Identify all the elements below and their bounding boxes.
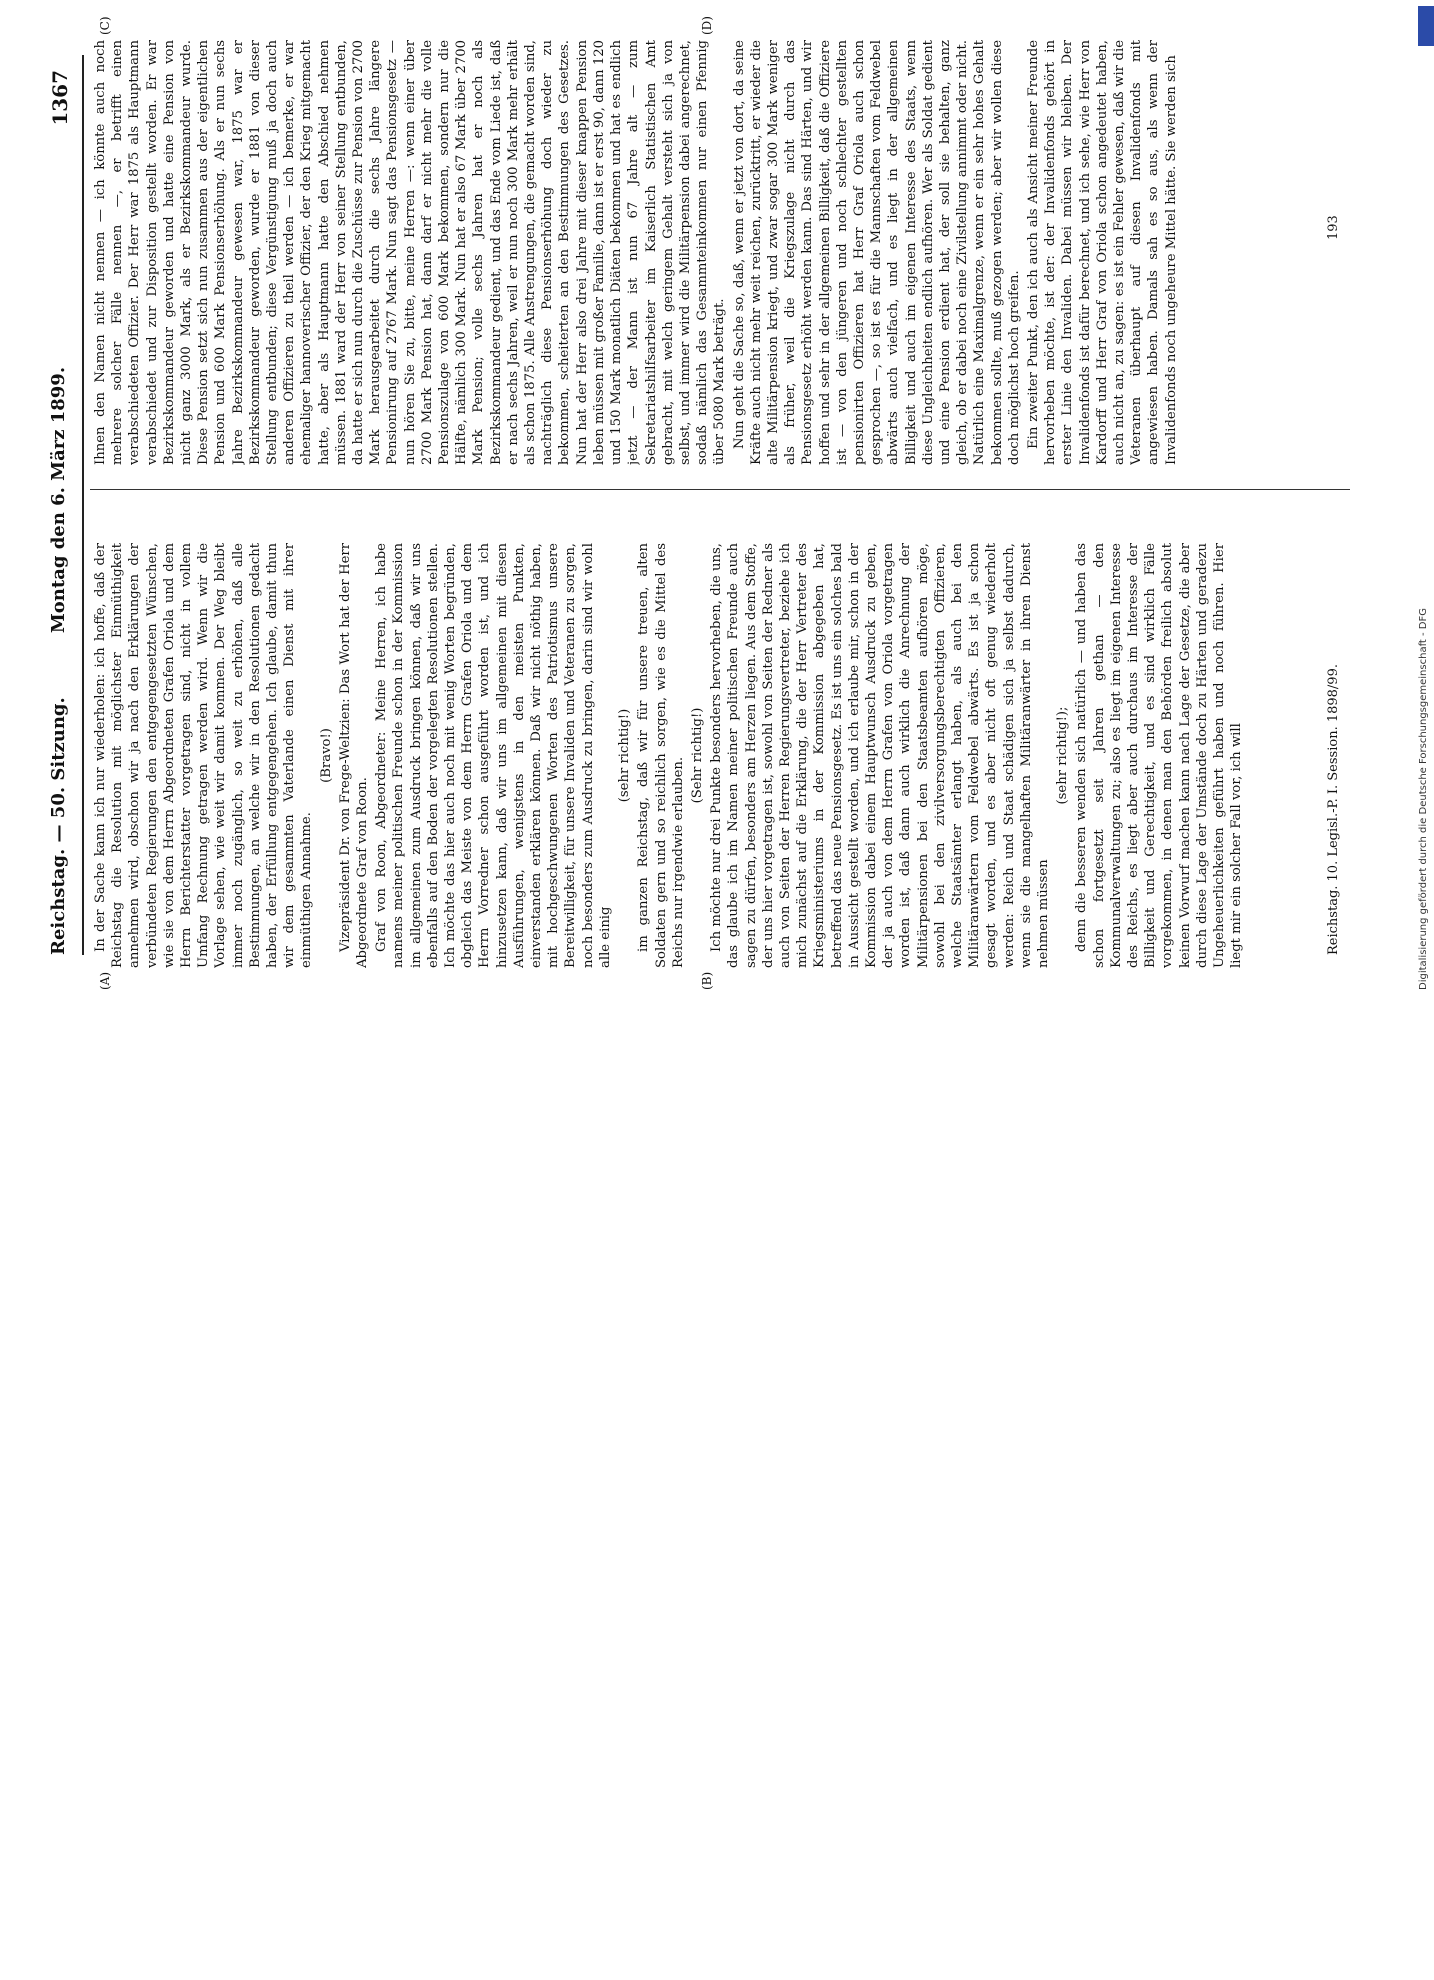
paragraph: Vizepräsident Dr. von Frege-Weltzien: Das Wort hat der Herr Abgeordnete Graf von Roon.: [337, 543, 371, 968]
margin-mark-b: (B): [700, 971, 714, 990]
header-page-number: 1367: [48, 70, 72, 126]
dfg-logo: [1418, 6, 1434, 46]
interjection: (sehr richtig!): [617, 708, 633, 803]
digitization-note-text: Digitalisierung gefördert durch die Deutsche Forschungsgemeinschaft - DFG: [1418, 607, 1429, 990]
paragraph: denn die besseren wenden sich natürlich — und haben das schon fortgesetzt seit Jahren gethan — den Kommunalverwaltungen zu; also es liegt im eigenen Interesse des Reichs, es liegt aber auch durchaus im Interesse der Billigkeit und Gerechtigkeit, und es sind wirklich Fälle vorgekommen, in denen man den Behörden freilich absolut keinen Vorwurf machen kann nach Lage der Gesetze, die aber durch diese Lage der Umstände doch zu Härten und geradezu Ungeheuerlichkeiten geführt haben und noch führen. Hier liegt mir ein solcher Fall vor, ich will: [1074, 543, 1245, 968]
paragraph: Graf von Roon, Abgeordneter: Meine Herren, ich habe namens meiner politischen Freunde schon in der Kommission im allgemeinen zum Ausdruck bringen können, daß wir uns ebenfalls auf den Boden der vorgelegten Resolutionen stellen. Ich möchte das hier auch noch mit wenig Worten begründen, obgleich das Meiste von dem Herrn Grafen Oriola und dem Herrn Vorredner schon ausgeführt worden ist, und ich hinzusetzen kann, daß wir uns im allgemeinen mit diesen Ausführungen, wenigstens in den meisten Punkten, einverstanden erklären können. Daß wir nicht nöthig haben, mit hochgeschwungenen Worten des Patriotismus unsere Bereitwilligkeit, für unsere Invaliden und Veteranen zu sorgen, noch besonders zum Ausdruck zu bringen, darin sind wir wohl alle einig: [374, 543, 613, 968]
left-column: [92, 543, 1322, 968]
page-footer: Reichstag. 10. Legisl.-P. I. Session. 1898/99.: [1326, 664, 1341, 955]
right-column: [92, 40, 1322, 465]
margin-mark-d: (D): [700, 16, 714, 35]
paragraph: im ganzen Reichstag, daß wir für unsere treuen, alten Soldaten gern und so reichlich sorgen, wie es die Mittel des Reichs nur irgendwie erlauben.: [636, 543, 686, 968]
paragraph: Ein zweiter Punkt, den ich auch als Ansicht meiner Freunde hervorheben möchte, ist der: der Invalidenfonds gehört in erster Linie den Invaliden. Dabei müssen wir bleiben. Der Invalidenfonds ist dafür berechnet, und ich sehe, wie Herr von Kardorff und Herr Graf von Oriola schon angedeutet haben, auch nicht an, zu sagen: es ist ein Fehler gewesen, daß wir die Veteranen überhaupt auf diesen Invalidenfonds mit angewiesen haben. Damals sah es so aus, als wenn der Invalidenfonds noch ungeheure Mittel hätte. Sie werden sich: [1025, 40, 1179, 465]
margin-mark-c: (C): [98, 16, 112, 35]
column-divider: [90, 489, 1350, 490]
margin-mark-a: (A): [98, 971, 112, 990]
digitization-note: [1418, 607, 1434, 1980]
paragraph: Ich möchte nur drei Punkte besonders hervorheben, die uns, das glaube ich im Namen meiner politischen Freunde auch sagen zu dürfen, besonders am Herzen liegen. Aus dem Stoffe, der uns hier vorgetragen ist, sowohl von Seiten der Redner als auch von Seiten der Herren Regierungsvertreter, beziehe ich mich zunächst auf die Erklärung, die der Herr Vertreter des Kriegsministeriums in der Kommission abgegeben hat, betreffend das neue Pensionsgesetz. Es ist uns ein solches bald in Aussicht gestellt worden, und ich erlaube mir, schon in der Kommission dabei einem Hauptwunsch Ausdruck zu geben, der ja auch von dem Herrn Grafen von Oriola vorgetragen worden ist, daß dann auch wirklich die Anrechnung der Militärpensionen bei den Staatsbeamten aufhören möge, sowohl bei den zivilversorgungsberechtigten Offizieren, welche Staatsämter erlangt haben, als auch bei den Militäranwärtern vom Feldwebel abwärts. Es ist ja schon gesagt worden, und es aber nicht oft genug wiederholt werden: Reich und Staat schädigen sich ja selbst dadurch, wenn sie die mangelhaften Militäranwärter in ihren Dienst nehmen müssen: [709, 543, 1051, 968]
paragraph: Ihnen den Namen nicht nennen — ich könnte auch noch mehrere solcher Fälle nennen —, er betrifft einen verabschiedeten Offizier. Der Herr war 1875 als Hauptmann verabschiedet und zur Disposition gestellt worden. Er war Bezirkskommandeur geworden und hatte eine Pension von nicht ganz 3000 Mark, als er Bezirkskommandeur wurde. Diese Pension setzt sich nun zusammen aus der eigentlichen Pension und 600 Mark Pensionserhöhung. Als er nun sechs Jahre Bezirkskommandeur gewesen war, 1875 war er Bezirkskommandeur geworden, wurde er 1881 von dieser Stellung entbunden; diese Vergünstigung muß ja doch auch anderen Offizieren zu theil werden — ich bemerke, er war ehemaliger hannoverischer Offizier, der den Krieg mitgemacht hatte, aber als Hauptmann hatte den Abschied nehmen müssen. 1881 ward der Herr von seiner Stellung entbunden, da hatte er sich nun durch die Zuschüsse zur Pension von 2700 Mark herausgearbeitet durch die sechs Jahre längere Pensionirung auf 2767 Mark. Nun sagt das Pensionsgesetz — nun hören Sie zu, bitte, meine Herren —: wenn einer über 2700 Mark Pension hat, dann darf er nicht mehr die volle Pensionszulage von 600 Mark bekommen, sondern nur die Hälfte, nämlich 300 Mark. Nun hat er also 67 Mark über 2700 Mark Pension; volle sechs Jahren hat er noch als Bezirkskommandeur gedient, und das Ende vom Liede ist, daß er nach sechs Jahren, weil er nun noch 300 Mark mehr erhält als schon 1875. Alle Anstrengungen, die gemacht worden sind, nachträglich diese Pensionserhöhung doch wieder zu bekommen, scheiterten an den Bestimmungen des Gesetzes. Nun hat der Herr also drei Jahre mit dieser knappen Pension leben müssen mit großer Familie, dann ist er erst 90, dann 120 und 150 Mark monatlich Diäten bekommen und hat es endlich jetzt — der Mann ist nun 67 Jahre alt — zum Sekretariatshilfsarbeiter im Kaiserlich Statistischen Amt gebracht, mit welch geringem Gehalt versteht sich ja von selbst, und immer wird die Militärpension dabei angerechnet, sodaß nämlich das Gesammteinkommen nur einen Pfennig über 5080 Mark beträgt.: [93, 40, 728, 465]
page-header: [48, 0, 98, 1000]
interjection: (sehr richtig!);: [1055, 706, 1071, 805]
header-rule: [82, 55, 84, 955]
paragraph: Nun geht die Sache so, daß, wenn er jetzt von dort, da seine Kräfte auch nicht mehr weit reichen, zurücktritt, er wieder die alte Militärpension kriegt, und zwar sogar 300 Mark weniger als früher, weil die Kriegszulage nicht durch das Pensionsgesetz erhöht werden kann. Das sind Härten, und wir hoffen und sehr in der allgemeinen Billigkeit, daß die Offiziere ist — von den jüngeren und noch schlechter gestellten pensionirten Offizieren hat Herr Graf Oriola auch schon gesprochen —, so ist es für die Mannschaften vom Feldwebel abwärts auch vielfach, und es liegt in der allgemeinen Billigkeit und auch im eigenen Interesse des Staats, wenn diese Ungleichheiten endlich aufhören. Wer als Soldat gedient und eine Pension erdient hat, der soll sie behalten, ganz gleich, ob er dabei noch eine Zivilstellung annimmt oder nicht. Natürlich eine Maximalgrenze, wenn er ein sehr hohes Gehalt bekommen sollte, muß gezogen werden; aber wir wollen diese doch möglichst hoch greifen.: [731, 40, 1022, 465]
interjection: (Bravo!): [318, 728, 334, 783]
interjection: (Sehr richtig!): [689, 707, 705, 804]
header-date: Montag den 6. März 1899.: [48, 366, 69, 634]
header-left: Reichstag. — 50. Sitzung.: [48, 697, 69, 955]
paragraph: In der Sache kann ich nur wiederholen: ich hoffe, daß der Reichstag die Resolution mit möglichster Einmüthigkeit annehmen wird, obschon wir ja nach den Erklärungen der verbündeten Regierungen den entgegengesetzten Wünschen, wie sie von dem Herrn Abgeordneten Grafen Oriola und dem Herrn Berichterstatter vorgetragen sind, nicht in vollem Umfang Rechnung getragen werden wird. Wenn wir die Vorlage sehen, wie weit wir damit kommen. Der Weg bleibt immer noch zugänglich, so weit zu erhöhen, daß alle Bestimmungen, an welche wir in den Resolutionen gedacht haben, der Erfüllung entgegengehen. Ich glaube, damit thun wir dem gesammten Vaterlande einen Dienst mit ihrer einmüthigen Annahme.: [93, 543, 315, 968]
sheet-number: 193: [1326, 215, 1341, 240]
